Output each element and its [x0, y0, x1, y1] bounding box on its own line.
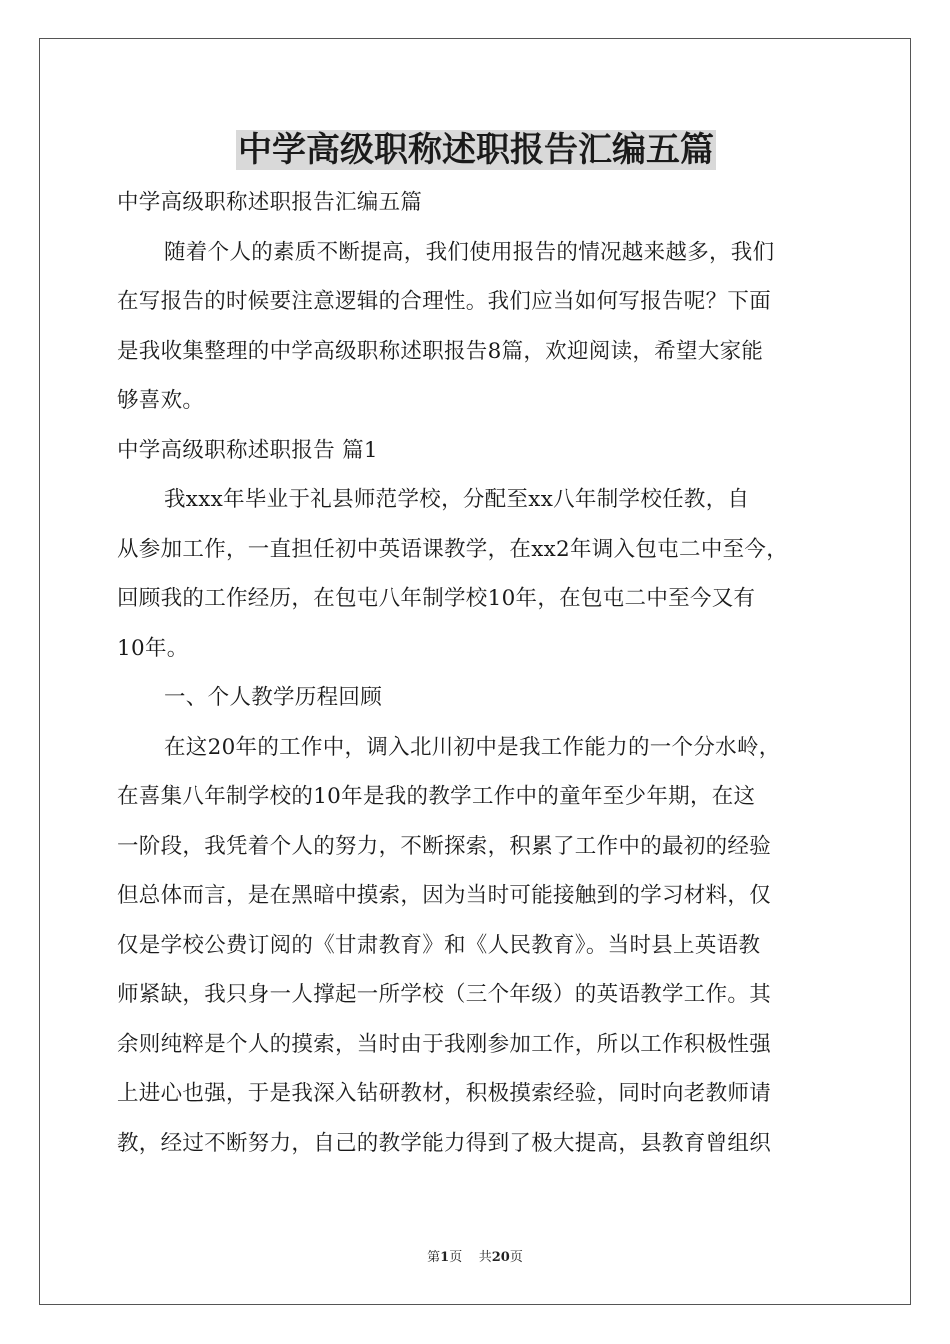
page-number: 1: [440, 1250, 450, 1265]
total-suffix: 页: [509, 1250, 523, 1265]
text-line: 10年。: [117, 635, 189, 661]
text-line: 在写报告的时候要注意逻辑的合理性。我们应当如何写报告呢？下面: [117, 289, 772, 314]
text-line: 余则纯粹是个人的摸索，当时由于我刚参加工作，所以工作积极性强: [117, 1031, 772, 1057]
total-prefix: 共: [478, 1250, 492, 1265]
text-line: 够喜欢。: [117, 388, 205, 413]
page-footer: [0, 1246, 950, 1265]
subsection-heading: 一、个人教学历程回顾: [164, 685, 383, 710]
text-line: 随着个人的素质不断提高，我们使用报告的情况越来越多，我们: [164, 239, 775, 265]
document-title: [117, 124, 835, 176]
text-line: 在喜集八年制学校的10年是我的教学工作中的童年至少年期，在这: [117, 784, 756, 809]
text-line: 是我收集整理的中学高级职称述职报告8篇，欢迎阅读，希望大家能: [117, 338, 764, 364]
document-body: [117, 124, 835, 1168]
subtitle-line: 中学高级职称述职报告汇编五篇: [117, 190, 423, 215]
text-line: 师紧缺，我只身一人撑起一所学校（三个年级）的英语教学工作。其: [117, 982, 772, 1007]
page-suffix: 页: [449, 1250, 463, 1265]
text-line: 在这20年的工作中，调入北川初中是我工作能力的一个分水岭，: [164, 734, 781, 760]
text-line: 回顾我的工作经历，在包屯八年制学校10年，在包屯二中至今又有: [117, 586, 756, 611]
page-prefix: 第: [427, 1250, 441, 1265]
text-line: 但总体而言，是在黑暗中摸索，因为当时可能接触到的学习材料，仅: [117, 883, 772, 908]
text-line: 一阶段，我凭着个人的努力，不断探索，积累了工作中的最初的经验: [117, 833, 772, 859]
text-line: 我xxx年毕业于礼县师范学校，分配至xx八年制学校任教，自: [164, 487, 750, 512]
document-title-text: 中学高级职称述职报告汇编五篇: [238, 130, 714, 170]
text-line: 从参加工作，一直担任初中英语课教学，在xx2年调入包屯二中至今，: [117, 536, 789, 562]
text-line: 仅是学校公费订阅的《甘肃教育》和《人民教育》。当时县上英语教: [117, 932, 761, 958]
text-line: 教，经过不断努力，自己的教学能力得到了极大提高，县教育曾组织: [117, 1130, 772, 1156]
section-heading: 中学高级职称述职报告 篇1: [117, 437, 378, 463]
total-pages: 20: [491, 1250, 510, 1265]
text-line: 上进心也强，于是我深入钻研教材，积极摸索经验，同时向老教师请: [117, 1081, 772, 1106]
